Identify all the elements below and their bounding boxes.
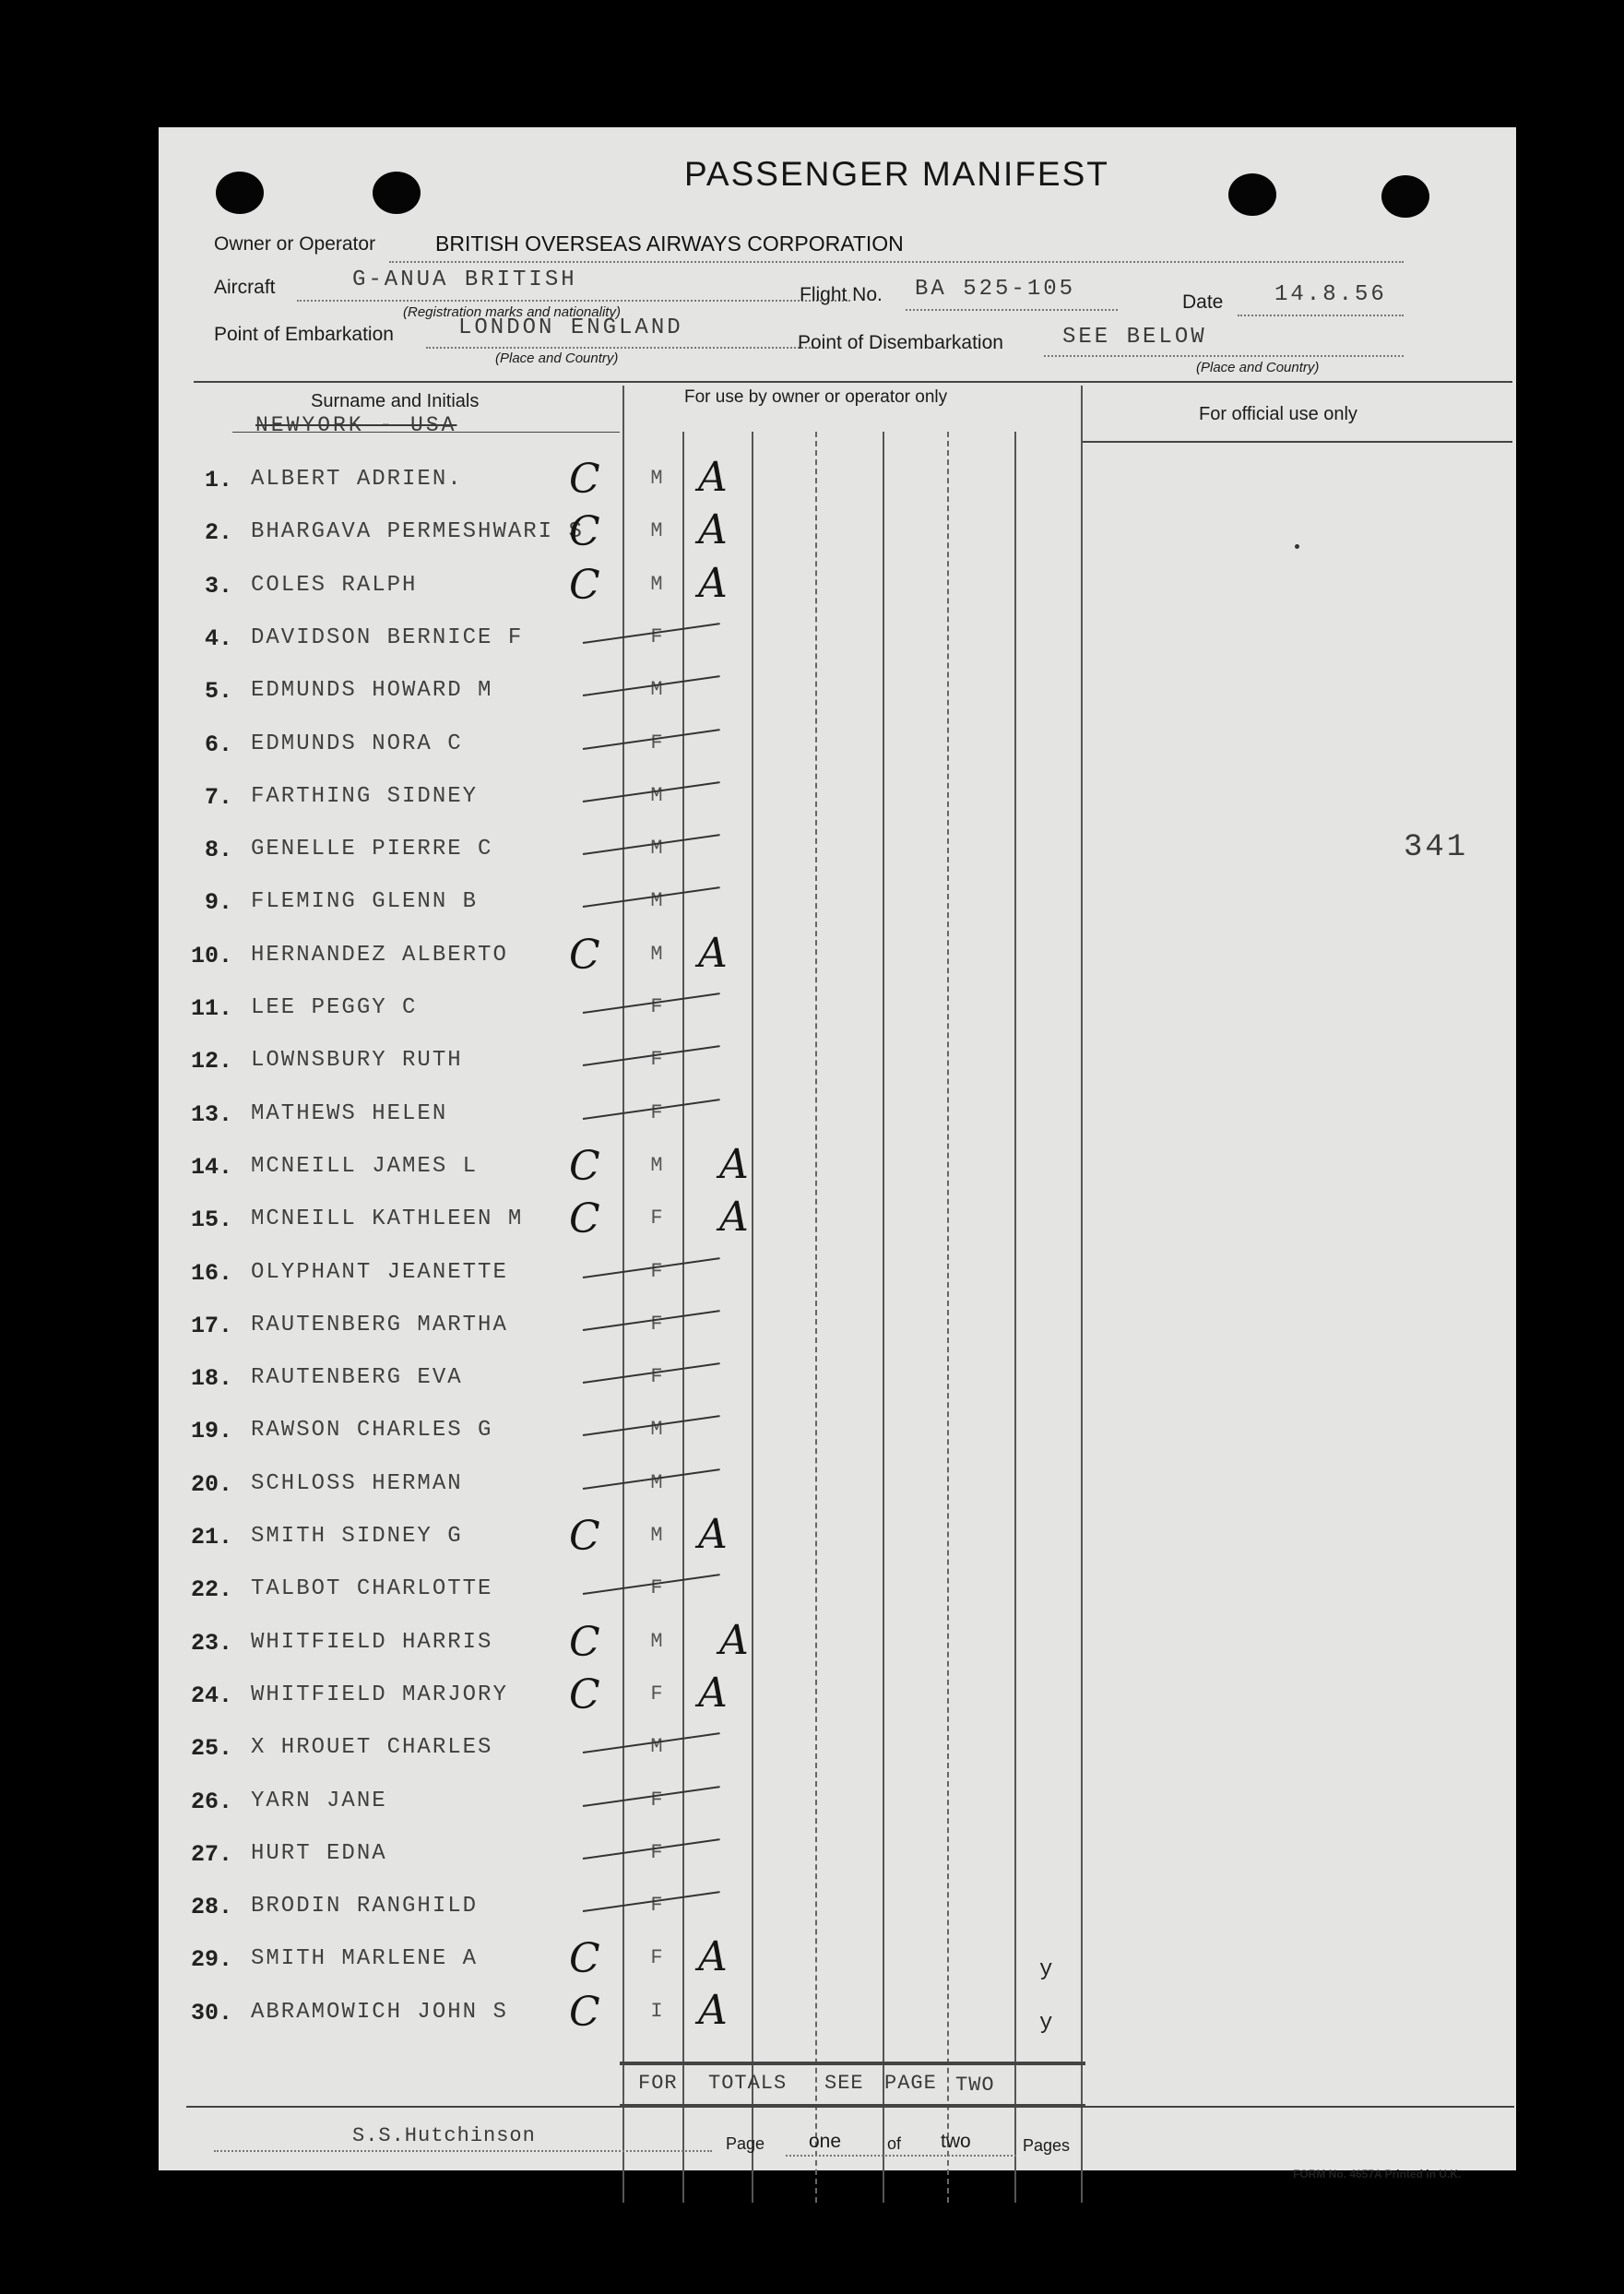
passenger-sex: F [650, 1788, 663, 1812]
passenger-name: FARTHING SIDNEY [251, 783, 479, 809]
row-number: 23. [190, 1629, 232, 1657]
row-number: 8. [204, 837, 232, 864]
passenger-name: GENELLE PIERRE C [251, 837, 493, 862]
table-row [159, 1986, 1081, 2051]
official-number: 341 [1404, 830, 1469, 865]
table-row [159, 1194, 1081, 1258]
check-mark-a: A [698, 1933, 728, 1981]
table-row [159, 1260, 1081, 1312]
passenger-name: BHARGAVA PERMESHWARI S [251, 519, 584, 545]
page-label: Page [726, 2134, 765, 2153]
row-number: 18. [190, 1365, 232, 1393]
passenger-name: SMITH MARLENE A [251, 1946, 479, 1972]
check-mark-a: A [719, 1616, 749, 1664]
passenger-sex: I [650, 1999, 663, 2023]
table-row [159, 784, 1081, 836]
totals-rule-top [620, 2062, 1085, 2065]
row-number: 11. [190, 995, 232, 1022]
passenger-name: RAUTENBERG EVA [251, 1365, 463, 1391]
passenger-name: HURT EDNA [251, 1840, 387, 1866]
table-top-rule [194, 381, 1512, 383]
table-row [159, 1048, 1081, 1099]
ink-dot [1295, 544, 1299, 549]
check-mark-c: C [569, 1988, 600, 2036]
passenger-sex: F [650, 1048, 663, 1072]
table-row [159, 1669, 1081, 1734]
passenger-name: EDMUNDS NORA C [251, 731, 463, 756]
table-row [159, 1418, 1081, 1469]
passenger-sex: M [650, 1735, 663, 1759]
embarkation-value: LONDON ENGLAND [458, 315, 683, 340]
check-mark-a: A [698, 506, 728, 554]
table-row [159, 678, 1081, 730]
totals-two: TWO [955, 2074, 995, 2097]
passenger-sex: M [650, 1629, 663, 1653]
totals-totals: TOTALS [708, 2072, 788, 2095]
row-number: 19. [190, 1418, 232, 1445]
manifest-sheet [159, 127, 1516, 2181]
passenger-sex: F [650, 731, 663, 755]
passenger-sex: M [650, 519, 663, 543]
passenger-name: WHITFIELD HARRIS [251, 1629, 493, 1655]
passenger-name: WHITFIELD MARJORY [251, 1682, 508, 1707]
punch-hole-4 [1381, 175, 1429, 218]
passenger-name: MATHEWS HELEN [251, 1100, 448, 1126]
table-row [159, 1511, 1081, 1575]
passenger-name: YARN JANE [251, 1788, 387, 1813]
passenger-name: DAVIDSON BERNICE F [251, 624, 524, 650]
official-header-rule [1081, 441, 1512, 443]
aircraft-note: (Registration marks and nationality) [403, 304, 621, 320]
passenger-name: BRODIN RANGHILD [251, 1894, 479, 1920]
check-mark-a: A [698, 1511, 728, 1558]
row-number: 29. [190, 1946, 232, 1974]
passenger-name: RAWSON CHARLES G [251, 1418, 493, 1444]
check-mark-a: A [698, 454, 728, 501]
row-number: 20. [190, 1470, 232, 1498]
passenger-sex: F [650, 1840, 663, 1864]
totals-page: PAGE [884, 2072, 937, 2095]
passenger-name: MCNEILL JAMES L [251, 1153, 479, 1179]
check-mark-a: A [719, 1194, 749, 1242]
page-title: PASSENGER MANIFEST [684, 155, 1109, 193]
row-number: 21. [190, 1524, 232, 1551]
passenger-sex: M [650, 1470, 663, 1494]
col-line-8 [1081, 386, 1083, 2203]
row-number: 2. [204, 519, 232, 547]
totals-see: SEE [824, 2072, 864, 2095]
passenger-sex: M [650, 467, 663, 490]
row-number: 7. [204, 783, 232, 811]
check-mark-c: C [569, 1513, 600, 1560]
row-number: 25. [190, 1735, 232, 1763]
table-row [159, 1313, 1081, 1364]
row-number: 14. [190, 1153, 232, 1181]
owner-label: Owner or Operator [214, 233, 376, 255]
punch-hole-1 [216, 172, 264, 214]
check-mark-c: C [569, 1618, 600, 1666]
passenger-sex: M [650, 889, 663, 913]
passenger-name: LEE PEGGY C [251, 995, 418, 1020]
col-official-header: For official use only [1199, 404, 1357, 424]
table-row [159, 625, 1081, 677]
check-mark-a: A [698, 1669, 728, 1717]
date-label: Date [1182, 291, 1224, 313]
passenger-sex: M [650, 1524, 663, 1547]
passenger-name: TALBOT CHARLOTTE [251, 1576, 493, 1602]
passenger-sex: M [650, 1153, 663, 1177]
check-mark-a: A [698, 559, 728, 607]
row-number: 28. [190, 1894, 232, 1921]
passenger-sex: F [650, 1100, 663, 1124]
row-number: 17. [190, 1312, 232, 1339]
passenger-name: EDMUNDS HOWARD M [251, 678, 493, 704]
check-mark-c: C [569, 931, 600, 979]
table-row [159, 1933, 1081, 1998]
row-number: 27. [190, 1840, 232, 1868]
passenger-sex: F [650, 624, 663, 648]
page-value: one [809, 2131, 842, 2152]
passenger-sex: F [650, 1894, 663, 1918]
table-row [159, 1735, 1081, 1787]
table-row [159, 1576, 1081, 1628]
table-row [159, 1101, 1081, 1153]
passenger-sex: M [650, 783, 663, 807]
passenger-name: HERNANDEZ ALBERTO [251, 942, 508, 968]
row-number: 5. [204, 678, 232, 706]
of-value: two [941, 2131, 971, 2152]
col-surname-header: Surname and Initials [311, 391, 480, 411]
flight-label: Flight No. [800, 284, 883, 305]
passenger-name: COLES RALPH [251, 572, 418, 598]
row-number: 13. [190, 1100, 232, 1128]
row-number: 6. [204, 731, 232, 758]
row-number: 4. [204, 624, 232, 652]
passenger-sex: F [650, 1682, 663, 1706]
aircraft-label: Aircraft [214, 277, 276, 298]
table-row [159, 1140, 1081, 1206]
passenger-sex: F [650, 995, 663, 1018]
row-number: 30. [190, 1999, 232, 2027]
pages-label: Pages [1023, 2136, 1071, 2155]
table-row [159, 1894, 1081, 1945]
check-mark-c: C [569, 456, 600, 503]
passenger-sex: F [650, 1576, 663, 1600]
check-mark-c: C [569, 1142, 600, 1190]
table-row [159, 1471, 1081, 1523]
y-mark: y [1039, 2010, 1053, 2036]
table-row [159, 1616, 1081, 1682]
passenger-sex: F [650, 1206, 663, 1230]
date-value: 14.8.56 [1274, 282, 1387, 307]
check-mark-c: C [569, 561, 600, 609]
passenger-name: MCNEILL KATHLEEN M [251, 1206, 524, 1232]
embarkation-label: Point of Embarkation [214, 324, 394, 345]
passenger-name: LOWNSBURY RUTH [251, 1048, 463, 1074]
passenger-name: SCHLOSS HERMAN [251, 1470, 463, 1496]
table-row [159, 1365, 1081, 1417]
row-number: 10. [190, 942, 232, 969]
passenger-sex: M [650, 942, 663, 966]
row-number: 16. [190, 1259, 232, 1287]
punch-hole-2 [373, 172, 421, 214]
row-number: 3. [204, 572, 232, 600]
passenger-sex: F [650, 1365, 663, 1389]
check-mark-a: A [719, 1140, 749, 1188]
table-row [159, 454, 1081, 518]
col-operator-header: For use by owner or operator only [684, 387, 948, 407]
of-label: of [887, 2134, 902, 2153]
row-number: 12. [190, 1048, 232, 1076]
table-row [159, 837, 1081, 888]
row-number: 26. [190, 1788, 232, 1815]
passenger-sex: F [650, 1312, 663, 1336]
passenger-name: FLEMING GLENN B [251, 889, 479, 915]
table-row [159, 1789, 1081, 1840]
passenger-sex: M [650, 1418, 663, 1442]
passenger-sex: M [650, 678, 663, 702]
passenger-name: ABRAMOWICH JOHN S [251, 1999, 508, 2025]
table-row [159, 559, 1081, 624]
aircraft-value: G-ANUA BRITISH [352, 267, 577, 292]
embarkation-note: (Place and Country) [495, 351, 619, 366]
disembarkation-note: (Place and Country) [1196, 360, 1320, 375]
passenger-name: RAUTENBERG MARTHA [251, 1312, 508, 1337]
owner-value: BRITISH OVERSEAS AIRWAYS CORPORATION [435, 232, 904, 256]
y-mark: y [1039, 1957, 1053, 1983]
check-mark-c: C [569, 1670, 600, 1718]
table-row [159, 889, 1081, 941]
row-number: 22. [190, 1576, 232, 1604]
table-row [159, 1841, 1081, 1893]
passenger-sex: F [650, 1946, 663, 1970]
passenger-sex: M [650, 572, 663, 596]
destination-heading: NEWYORK - USA [255, 413, 457, 437]
passenger-name: X HROUET CHARLES [251, 1735, 493, 1761]
signed-value: S.S.Hutchinson [352, 2124, 536, 2147]
form-number: FORM No. 4657A Printed in U.K. [1293, 2168, 1462, 2181]
row-number: 9. [204, 889, 232, 917]
table-row [159, 731, 1081, 783]
flight-value: BA 525-105 [915, 277, 1076, 302]
totals-for: FOR [638, 2072, 678, 2095]
table-row [159, 995, 1081, 1047]
row-number: 15. [190, 1206, 232, 1234]
check-mark-c: C [569, 1935, 600, 1983]
disembarkation-label: Point of Disembarkation [798, 332, 1003, 353]
table-row [159, 506, 1081, 571]
row-number: 24. [190, 1682, 232, 1709]
passenger-sex: M [650, 837, 663, 861]
passenger-name: OLYPHANT JEANETTE [251, 1259, 508, 1285]
disembarkation-value: SEE BELOW [1062, 325, 1207, 350]
passenger-sex: F [650, 1259, 663, 1283]
punch-hole-3 [1228, 173, 1276, 216]
table-row [159, 929, 1081, 994]
check-mark-a: A [698, 1986, 728, 2034]
passenger-name: SMITH SIDNEY G [251, 1524, 463, 1549]
check-mark-c: C [569, 1195, 600, 1243]
row-number: 1. [204, 467, 232, 493]
passenger-name: ALBERT ADRIEN. [251, 467, 463, 492]
check-mark-c: C [569, 508, 600, 556]
check-mark-a: A [698, 929, 728, 977]
footer-rule [186, 2106, 1514, 2108]
